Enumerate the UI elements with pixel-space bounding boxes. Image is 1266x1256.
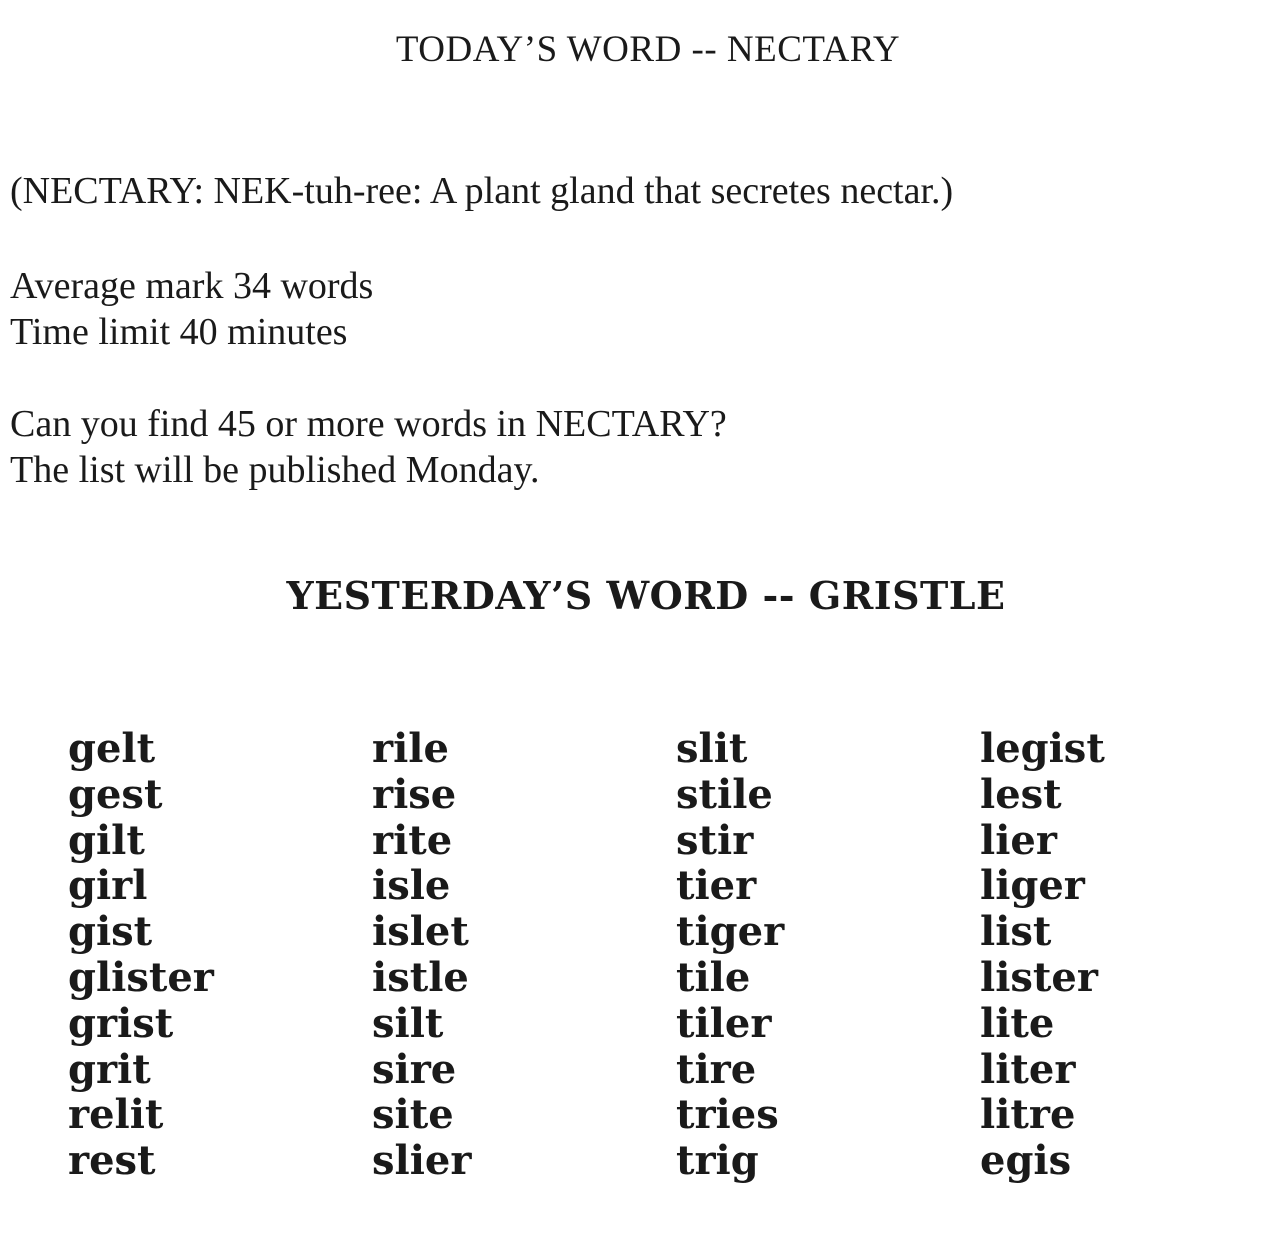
word-list-item: tile [676, 953, 751, 1001]
word-list-item: stir [676, 816, 754, 864]
word-list-item: istle [372, 953, 469, 1001]
word-list-item: tries [676, 1091, 779, 1139]
word-list-item: rite [372, 816, 453, 864]
word-column-2 [372, 726, 676, 1184]
word-list-item: glister [68, 953, 214, 1001]
word-list-item: silt [372, 999, 444, 1047]
word-list-item: gest [68, 770, 163, 818]
word-list-item: gist [68, 908, 153, 956]
word-list-item: tiger [676, 908, 785, 956]
word-list-item: list [980, 908, 1052, 956]
stats-block [10, 263, 373, 355]
time-limit: Time limit 40 minutes [10, 311, 348, 353]
word-list-item: rile [372, 725, 449, 772]
word-list-item: lier [980, 816, 1057, 864]
word-list-item: egis [980, 1137, 1072, 1185]
word-list-item: lister [980, 953, 1098, 1001]
word-list-item: lest [980, 770, 1062, 818]
word-list-grid [68, 726, 1266, 1184]
word-list-item: islet [372, 908, 469, 956]
word-list-item: isle [372, 862, 451, 910]
word-list-item: liger [980, 862, 1085, 910]
yesterday-word-title: YESTERDAY’S WORD -- GRISTLE [286, 573, 1006, 618]
definition: (NECTARY: NEK-tuh-ree: A plant gland that secretes nectar.) [10, 170, 954, 212]
word-list-item: tiler [676, 999, 772, 1047]
word-list-item: trig [676, 1137, 759, 1185]
word-list-item: stile [676, 770, 773, 818]
challenge-question: Can you find 45 or more words in NECTARY? [10, 403, 727, 445]
word-list-item: tire [676, 1045, 757, 1093]
word-list-item: lite [980, 999, 1055, 1047]
word-list-item: grit [68, 1045, 151, 1093]
word-list-item: liter [980, 1045, 1076, 1093]
publish-note: The list will be published Monday. [10, 449, 540, 491]
word-list-item: rest [68, 1137, 156, 1185]
word-list-item: rise [372, 770, 457, 818]
word-list-item: litre [980, 1091, 1076, 1139]
word-list-item: gilt [68, 816, 145, 864]
word-column-3 [676, 726, 980, 1184]
word-list-item: legist [980, 725, 1105, 772]
word-list-item: relit [68, 1091, 164, 1139]
word-list-item: slier [372, 1137, 472, 1185]
word-list-item: sire [372, 1045, 457, 1093]
word-column-4 [980, 726, 1266, 1184]
word-list-item: gelt [68, 725, 156, 772]
average-mark: Average mark 34 words [10, 265, 374, 307]
word-list-item: girl [68, 862, 148, 910]
word-list-item: tier [676, 862, 757, 910]
word-list-item: grist [68, 999, 174, 1047]
word-list-item: site [372, 1091, 454, 1139]
word-list-item: slit [676, 725, 748, 772]
word-column-1 [68, 726, 372, 1184]
today-word-title: TODAY’S WORD -- NECTARY [395, 29, 901, 70]
challenge-block [10, 401, 727, 493]
